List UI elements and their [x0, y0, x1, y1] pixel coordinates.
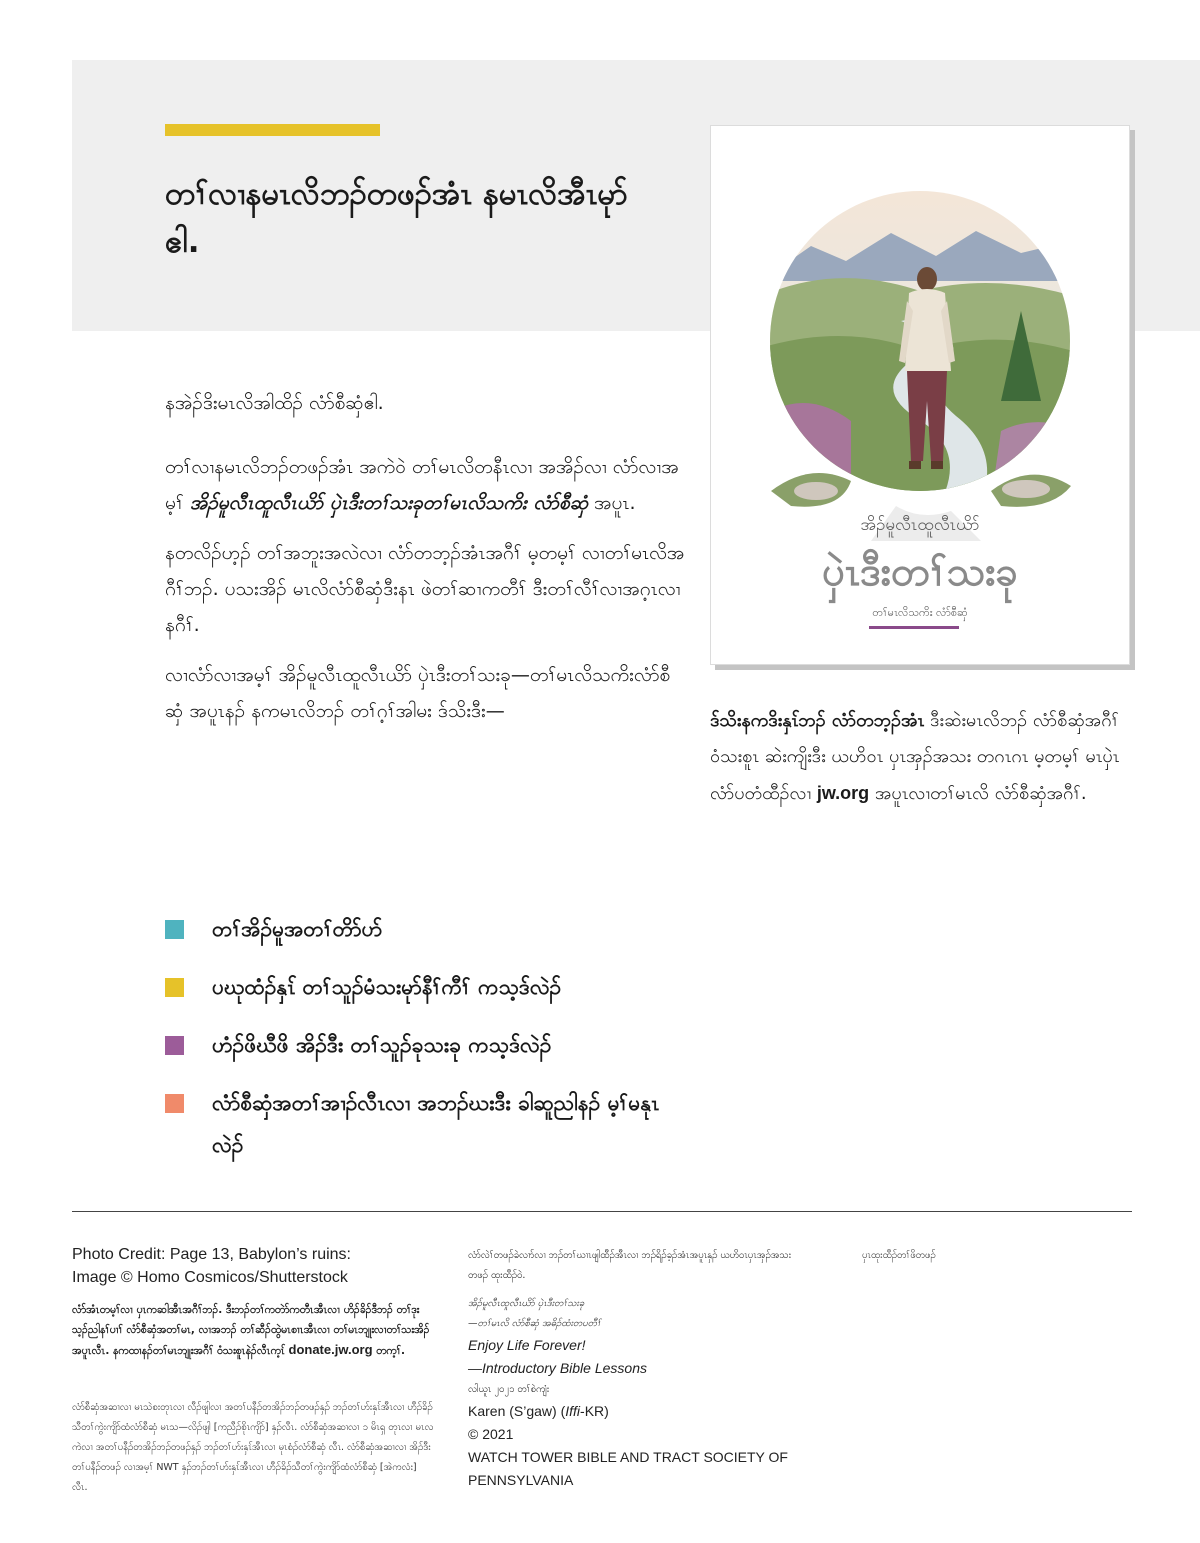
imprint-subtitle: —တၢ်မၤလိ လံာ်စီဆှံ အဓိၣ်ထံးတပတီၢ်: [468, 1318, 601, 1329]
topic-label: တၢ်အိၣ်မူအတၢ်တိာ်ပာ်: [212, 917, 383, 941]
intro-question: နအဲၣ်ဒိးမၤလိအါထိၣ် လံာ်စီဆှံဧါ.: [165, 392, 384, 414]
language-line: [468, 1400, 798, 1423]
photo-credit: [72, 1243, 402, 1289]
cover-title-small: အိၣ်မူလီၤထူလီၤယိာ်: [860, 515, 980, 535]
photo-credit-line: Photo Credit: Page 13, Babylon’s ruins:: [72, 1246, 351, 1263]
imprint: [468, 1246, 798, 1492]
body-text: [165, 385, 685, 743]
language-suffix: -KR): [580, 1403, 609, 1419]
list-item: [165, 1024, 685, 1066]
topic-swatch: [165, 978, 184, 997]
caption-tail: အပူၤလၢတၢ်မၤလိ လံာ်စီဆှံအဂီၢ်.: [869, 783, 1087, 804]
intro-paragraph: [165, 449, 685, 521]
publisher-label: ပှၤထုးထီၣ်တၢ်ဖိတဖၣ်: [862, 1250, 936, 1261]
topics-lead-paragraph: လၢလံာ်လၢအမ့ၢ် အိၣ်မူလီၤထူလီၤယိာ် ပှဲၤဒီးတၢ်သးခု—တၢ်မၤလိသကိးလံာ်စီဆှံ အပူၤနၣ် နကမၤလိဘၣ် တၢ်ဂ့ၢ်အါမး ဒ်သိးဒီး—: [165, 664, 671, 722]
book-title-inline: အိၣ်မူလီၤထူလီၤယိာ် ပှဲၤဒီးတၢ်သးခုတၢ်မၤလိသကိး လံာ်စီဆှံ: [189, 492, 589, 514]
printing-date: လါယူၤ ၂၀၂၁ တၢ်စဲကျံး: [468, 1384, 550, 1395]
topic-swatch: [165, 1094, 184, 1113]
publisher-line: WATCH TOWER BIBLE AND TRACT SOCIETY OF: [468, 1449, 788, 1465]
english-subtitle: —Introductory Bible Lessons: [468, 1360, 647, 1376]
free-offer-paragraph: နတလိၣ်ဟ့ၣ် တၢ်အဘူးအလဲလၢ လံာ်တဘ့ၣ်အံၤအဂီၢ် မ့တမ့ၢ် လၢတၢ်မၤလိအဂီၢ်ဘၣ်. ပသးအိၣ် မၤလိလံာ်စီဆှံဒီးနၤ ဖဲတၢ်ဆၢကတီၢ် ဒီးတၢ်လီၢ်လၢအဂ့ၤလၢနဂီၢ်.: [165, 542, 685, 636]
donation-link[interactable]: donate.jw.org: [288, 1342, 373, 1357]
list-item: [165, 908, 685, 950]
english-title: Enjoy Life Forever!: [468, 1337, 586, 1353]
topic-label: ပဃုထံၣ်နှၤ် တၢ်သူၣ်မံသးမုာ်နီၢ်ကီၢ် ကသ့ဒ်လဲၣ်: [212, 975, 562, 999]
language-name: Karen (S’gaw) (: [468, 1403, 566, 1419]
language-code: Iffi: [565, 1403, 581, 1419]
list-item: [165, 966, 685, 1008]
imprint-title: အိၣ်မူလီၤထူလီၤယိာ် ပှဲၤဒီးတၢ်သးခု: [468, 1298, 585, 1309]
topic-label: ဟံၣ်ဖိဃီဖိ အိၣ်ဒီး တၢ်သူၣ်ခုသးခု ကသ့ဒ်လဲၣ်: [212, 1033, 552, 1057]
donation-text: လံာ်အံၤတမ့ၢ်လၢ ပှၤကဆါအီၤအဂီၢ်ဘၣ်. ဒီးဘၣ်တၢ်ကတဲာ်ကတီၤအီၤလၢ ဟိၣ်ခိၣ်ဒီဘၣ် တၢ်ဒုးသ့ၣ်ညါနၢ်ပၢၢ် လံာ်စီဆှံအတၢ်မၤ, လၢအဘၣ် တၢ်ဆီၣ်ထွဲမၤစၢၤအီၤလၢ တၢ်မၤဘျုးလၢတၢ်သးအိၣ်အပူၤလီၤ. နကထၢနၣ်တၢ်မၤဘျုးအဂီၢ် ဝံသးစူၤနဲၣ်လီၤက့ၤ်: [72, 1304, 430, 1357]
site-link[interactable]: jw.org: [816, 783, 870, 803]
cover-subtitle: တၢ်မၤလိသကိး လံာ်စီဆှံ: [872, 606, 968, 619]
donation-tail: တက့ၢ်.: [376, 1345, 406, 1357]
publisher-line: PENNSYLVANIA: [468, 1472, 574, 1488]
intro-text: တၢ်လၢနမၤလိဘၣ်တဖၣ်အံၤ အကဲဝဲ တၢ်မၤလိတနီၤလၢ အအိၣ်လၢ လံာ်လၢအမ့ၢ်: [165, 456, 679, 514]
intro-text-end: အပူၤ.: [588, 492, 636, 514]
copyright: © 2021: [468, 1426, 514, 1442]
topic-swatch: [165, 1036, 184, 1055]
bible-translation-note: လံာ်စီဆှံအဆၢလၢ မၤသဲစးတုၤလၢ လီၣ်ဖျါလၢ အတၢ်ပနီၣ်တအိၣ်ဘၣ်တဖၣ်နှၣ် ဘၣ်တၢ်ဟ်းနှၤ်အီၤလၢ ဟီၣ်ခိၣ်သီတၢ်ကွဲးကျိာ်ထံလံာ်စီဆှံ မၤသ—လိၣ်ဖျါ [ကညီၣ်စိုၤကျိာ်] နှၣ်လီၤ. လံာ်စီဆှံအဆၢလၢ ၁ မိၤရှ တုၤလၢ မၤလကဲလၢ အတၢ်ပနီၣ်တအိၣ်ဘၣ်တဖၣ်နှၣ် ဘၣ်တၢ်ဟ်းနှၤ်အီၤလၢ မုၤစံၣ်လံာ်စီဆှံ လီၤ. လံာ်စီဆှံအဆၢလၢ အိၣ်ဒီးတၢ်ပနီၣ်တဖၣ် လၢအမ့ၢ် NWT နှၣ်ဘၣ်တၢ်ဟ်းနှၤ်အီၤလၢ ဟီၣ်ခိၣ်သီတၢ်ကွဲးကျိာ်ထံလံာ်စီဆှံ [အဲကလံး] လီၤ.: [72, 1402, 434, 1493]
accent-bar: [165, 124, 380, 136]
photo-credit-line: Image © Homo Cosmicos/Shutterstock: [72, 1269, 348, 1286]
cover-title-big: ပှဲၤဒီးတၢ်သးခု: [822, 549, 1018, 595]
caption-lead: ဒ်သိးနကဒိးနှၤ်ဘၣ် လံာ်တဘ့ၣ်အံၤ: [710, 710, 925, 731]
donation-note: [72, 1300, 434, 1361]
cover-rule: [869, 626, 959, 629]
page-title: တၢ်လၢနမၤလိဘၣ်တဖၣ်အံၤ နမၤလိအီၤမုာ်ဧါ.: [165, 176, 628, 260]
topic-label: လံာ်စီဆှံအတၢ်အၢၣ်လီၤလၢ အဘၣ်ဃးဒီး ခါဆူညါနၣ် မ့ၢ်မနုၤလဲၣ်: [212, 1091, 660, 1157]
imprint-note: လံာ်လဲၢ်တဖၣ်ခဲလၢာ်လၢ ဘၣ်တၢ်ဃၢၤဖျါထီၣ်အီၤလၢ ဘၣ်ရိၣ်ခ့ၣ်အံၤအပူၤနှၣ် ယဟိဝၤပှၤအှၣ်အသးတဖၣ် ထုးထီၣ်ဝဲ.: [468, 1250, 792, 1281]
caption-text: ဒီးဆဲးမၤလိဘၣ် လံာ်စီဆှံအဂီၢ် ဝံသးစူၤ ဆဲးကျိးဒီး ယဟိဝၤ ပှၤအှၣ်အသး တဂၤဂၤ မ့တမ့ၢ် မၤပှဲၤလံာ်ပတံထီၣ်လၢ: [710, 710, 1120, 804]
topic-list: [165, 908, 685, 1182]
footer-divider: [72, 1211, 1132, 1212]
book-cover: [710, 125, 1130, 665]
cover-caption: [710, 703, 1130, 812]
topic-swatch: [165, 920, 184, 939]
list-item: [165, 1082, 685, 1166]
